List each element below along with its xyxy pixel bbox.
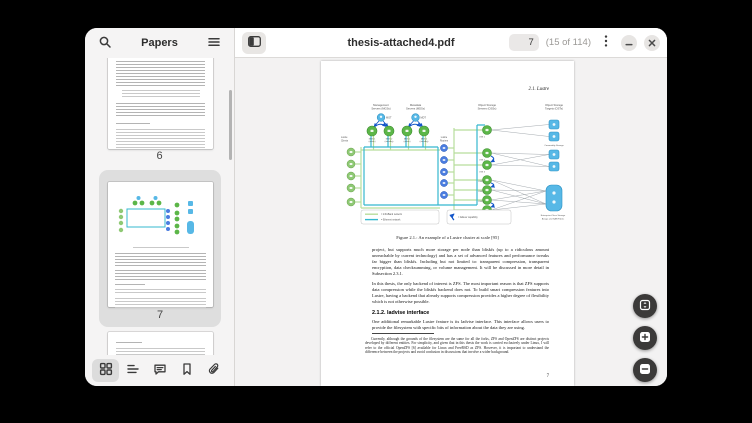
bookmark-icon	[180, 362, 194, 379]
thumbnail-page-7[interactable]	[108, 182, 213, 307]
oss2-label: OSS 2	[479, 159, 485, 162]
oss-ost-links	[492, 125, 550, 211]
app-title: Papers	[141, 37, 178, 49]
thumbnail-heading-line	[116, 342, 142, 345]
thumbnail-page-6[interactable]	[108, 58, 213, 149]
zoom-in-button[interactable]	[633, 326, 657, 350]
zoom-out-button[interactable]	[633, 358, 657, 382]
metadata-servers-header: Metadata	[409, 104, 422, 107]
enterprise-storage-label: Enterprise-Class Storage	[540, 215, 566, 217]
kebab-menu-icon	[604, 34, 608, 51]
thumbnail-heading-line	[116, 123, 150, 126]
outline-view-button[interactable]	[119, 359, 146, 382]
mds1-label: MDS 1	[403, 138, 411, 141]
attachments-view-button[interactable]	[200, 359, 227, 382]
lustre-clients-label: Lustre	[341, 137, 348, 139]
sidebar-scrollbar[interactable]	[229, 90, 232, 160]
thumbnail-list[interactable]	[85, 58, 234, 355]
close-button[interactable]	[644, 35, 660, 51]
thumbnail-heading-line	[115, 284, 145, 287]
legend-infiniband: = InfiniBand network	[381, 214, 402, 217]
management-servers-header: Management	[373, 104, 389, 107]
search-button[interactable]	[93, 31, 117, 55]
zoom-in-icon	[639, 331, 651, 346]
document-title: thesis-attached4.pdf	[347, 36, 455, 49]
object-storage-servers	[478, 126, 494, 219]
oss5-label: OSS 5	[478, 191, 484, 193]
thumbnails-view-button[interactable]	[92, 359, 119, 382]
sidebar-toggle-button[interactable]	[242, 32, 266, 54]
thumbnail-page-8[interactable]	[108, 332, 213, 355]
thumbnail-footnote-lines	[115, 298, 206, 309]
svg-text:Servers (MGSs): Servers (MGSs)	[371, 107, 391, 111]
lustre-clients	[341, 136, 355, 206]
body-paragraph-2: In this thesis, the only backend of interest is ZFS. The most important reason is that ZFS supports data compression while the ldiskfs backend does not. To build smart compression features into Lustre, having a backend that already supports compression provides a higher degree of flexibility which is not otherwise possible.	[372, 281, 549, 304]
commodity-storage-label: Commodity Storage	[544, 145, 564, 147]
oss3-label: OSS 3	[479, 171, 485, 174]
papers-app-window	[85, 28, 667, 386]
sidebar-header	[85, 28, 234, 58]
mgs-mds-servers	[367, 124, 429, 143]
mgs2-label: MGS 2	[385, 138, 393, 141]
document-header	[235, 28, 667, 58]
thumbnail-text-lines	[116, 129, 205, 148]
mgs1-label: MGS 1	[368, 138, 376, 141]
lustre-routers-label: Lustre	[440, 137, 448, 139]
bookmarks-view-button[interactable]	[173, 359, 200, 382]
running-header: 2.1. Lustre	[528, 87, 549, 92]
printed-page-number: 7	[546, 374, 549, 379]
comment-bubble-icon	[153, 362, 167, 379]
thumbnail-page-7-label: 7	[156, 309, 164, 321]
sidebar-toolbar	[85, 355, 234, 386]
body-paragraph-3: One additional remarkable Lustre feature is its ladvise interface. This interface allows users to provide the filesystem with specific bits of information about the data they are using.	[372, 319, 549, 330]
mds2-label: MDS 2	[420, 138, 428, 141]
footnote-rule	[372, 333, 434, 334]
outline-list-icon	[126, 362, 140, 379]
sidebar-toggle-icon	[248, 35, 261, 50]
svg-text:Targets (OSTs): Targets (OSTs)	[545, 107, 563, 111]
oss6-label: OSS 6	[478, 201, 484, 203]
zoom-fit-icon	[639, 299, 651, 314]
svg-text:Servers (MDSs): Servers (MDSs)	[405, 107, 426, 111]
figure-legend	[361, 210, 511, 224]
thumbnail-text-lines	[116, 103, 205, 118]
thumbnail-text-lines	[115, 253, 206, 267]
svg-text:(standby): (standby)	[384, 141, 394, 144]
page-count-label: (15 of 114)	[545, 37, 591, 48]
thumbnail-text-lines	[115, 270, 206, 281]
svg-text:Clients: Clients	[341, 140, 349, 143]
zoom-controls	[633, 294, 657, 382]
mdt-label: MDT	[420, 116, 426, 120]
svg-text:(active): (active)	[368, 141, 376, 144]
thumbnail-page-7-selected[interactable]	[99, 170, 221, 327]
page-number-input[interactable]	[509, 34, 539, 51]
sidebar	[85, 28, 235, 386]
pdf-page-7	[321, 61, 574, 386]
footnote-text: Currently, although the grounds of the filesystem are the same for all the forks, ZFS and OpenZFS are distinct projects developed by different entities. For simplicity, and given that in this thesis the work is carried exclusively under Linux, I will refer to the official OpenZFS [6] available for Linux and FreeBSD as ZFS. However, it is important to understand the difference between the projects and avoid confusion in discussions that involve a wider background.	[365, 337, 549, 355]
zoom-fit-button[interactable]	[633, 294, 657, 318]
oss-header: Object Storage	[478, 104, 496, 107]
close-icon	[648, 35, 656, 50]
thumbnail-text-lines	[116, 348, 205, 356]
lustre-cluster-figure	[339, 101, 574, 230]
document-menu-button[interactable]	[598, 31, 614, 55]
svg-text:Arrays and SAN Fabric: Arrays and SAN Fabric	[541, 218, 565, 221]
body-paragraph-1: project, but supports much more storage per node than ldiskfs (up to a ridiculous amount unreachable by current technology) and has a set of advanced features and performance tweaks far bigger than ldiskfs. Including but not limited to: transparent compression, transparent encryption, data checksumming, or volume management. It will be discussed in more detail in Subsection 2.3.1.	[372, 247, 549, 276]
figure-caption: Figure 2.1.: An example of a Lustre cluster at scale [95]	[396, 235, 499, 240]
document-view[interactable]	[235, 58, 667, 386]
legend-ethernet: = Ethernet network	[381, 219, 401, 222]
thumbnail-page-6-label: 6	[156, 150, 163, 162]
thumbnail-caption-line	[133, 247, 189, 249]
thumbnail-text-lines	[122, 90, 200, 99]
minimize-icon	[625, 35, 633, 50]
thumbnails-grid-icon	[99, 362, 113, 379]
search-icon	[98, 35, 112, 52]
document-pane	[235, 28, 667, 386]
mgt-label: MGT	[386, 116, 392, 120]
ost-header: Object Storage	[545, 104, 563, 107]
svg-text:(standby): (standby)	[419, 141, 429, 144]
zoom-out-icon	[639, 363, 651, 378]
main-menu-button[interactable]	[202, 31, 226, 55]
oss1-label: OSS 1	[479, 136, 485, 139]
thumbnail-text-lines	[115, 289, 206, 295]
svg-text:Servers (OSSs): Servers (OSSs)	[477, 107, 497, 111]
hamburger-menu-icon	[207, 35, 221, 52]
lustre-routers	[440, 136, 449, 199]
svg-text:(active): (active)	[403, 141, 411, 144]
legend-failover: = failover capability	[458, 217, 478, 219]
section-heading: 2.1.2. ladvise interface	[372, 310, 430, 316]
paperclip-icon	[207, 362, 221, 379]
annotations-view-button[interactable]	[146, 359, 173, 382]
svg-text:Routers: Routers	[439, 140, 449, 143]
header-controls	[509, 31, 660, 55]
thumbnail-text-lines	[116, 61, 205, 87]
page-7-thumbnail-diagram	[115, 195, 206, 239]
minimize-button[interactable]	[621, 35, 637, 51]
object-storage-targets	[541, 120, 566, 220]
oss4-label: OSS 4	[478, 181, 484, 183]
